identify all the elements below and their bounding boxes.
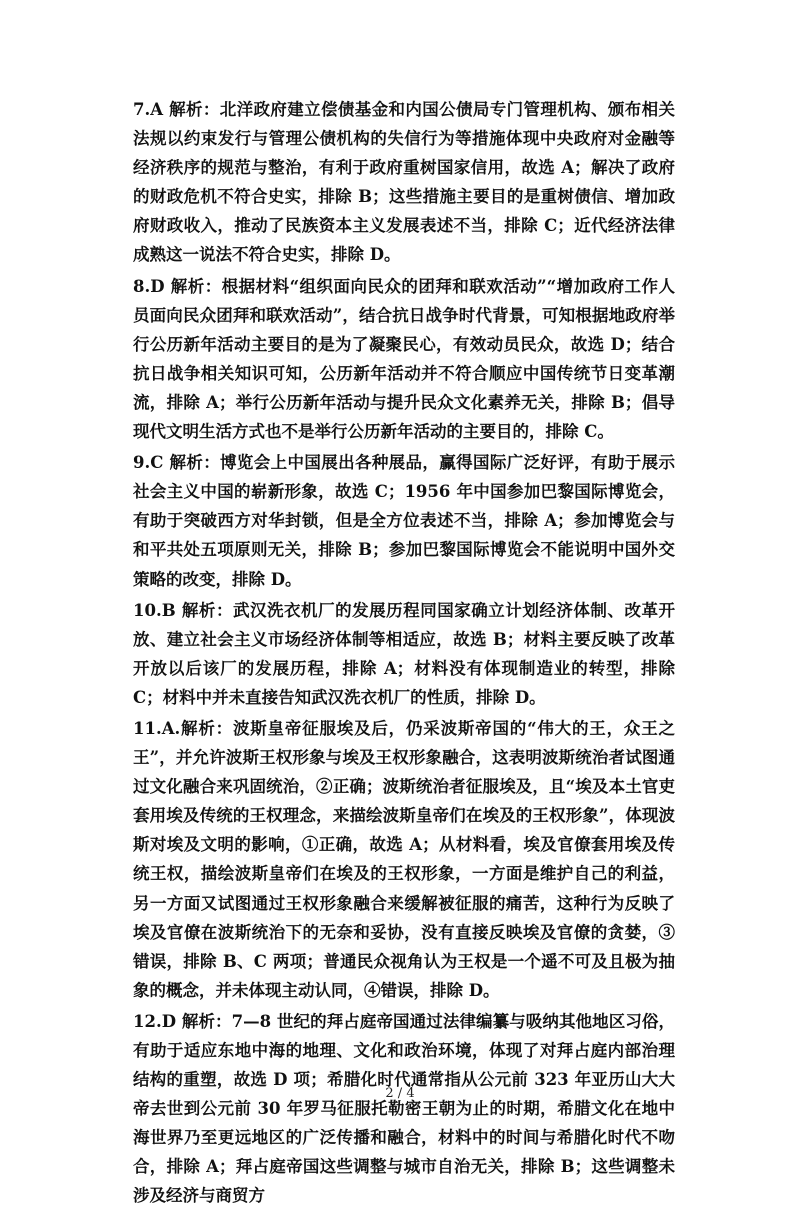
page-number: 2 / 4	[385, 1086, 415, 1101]
answer-explanations	[133, 95, 675, 1213]
explanation-q7: 7.A 解析：北洋政府建立偿债基金和内国公债局专门管理机构、颁布相关法规以约束发行与管理公债机构的失信行为等措施体现中央政府对金融等经济秩序的规范与整治，有利于政府重树国家信用，故选 A；解决了政府的财政危机不符合史实，排除 B；这些措施主要目的是重树债信、增加政府财政收入，推动了民族资本主义发展表述不当，排除 C；近代经济法律成熟这一说法不符合史实，排除 D。	[133, 100, 675, 265]
explanation-q11: 11.A.解析：波斯皇帝征服埃及后，仍采波斯帝国的“伟大的王，众王之王”，并允许波斯王权形象与埃及王权形象融合，这表明波斯统治者试图通过文化融合来巩固统治，②正确；波斯统治者征服埃及，且“埃及本土官吏套用埃及传统的王权理念，来描绘波斯皇帝们在埃及的王权形象”，体现波斯对埃及文明的影响，①正确，故选 A；从材料看，埃及官僚套用埃及传统王权，描绘波斯皇帝们在埃及的王权形象，一方面是维护自己的利益，另一方面又试图通过王权形象融合来缓解被征服的痛苦，这种行为反映了埃及官僚在波斯统治下的无奈和妥协，没有直接反映埃及官僚的贪婪，③错误，排除 B、C 两项；普通民众视角认为王权是一个遥不可及且极为抽象的概念，并未体现主动认同，④错误，排除 D。	[133, 718, 675, 1000]
explanation-q10: 10.B 解析：武汉洗衣机厂的发展历程同国家确立计划经济体制、改革开放、建立社会主义市场经济体制等相适应，故选 B；材料主要反映了改革开放以后该厂的发展历程，排除 A；材料没有体现制造业的转型，排除 C；材料中并未直接告知武汉洗衣机厂的性质，排除 D。	[133, 600, 675, 707]
explanation-q12: 12.D 解析：7—8 世纪的拜占庭帝国通过法律编纂与吸纳其他地区习俗，有助于适应东地中海的地理、文化和政治环境，体现了对拜占庭内部治理结构的重塑，故选 D 项；希腊化时代通常指从公元前 323 年亚历山大大帝去世到公元前 30 年罗马征服托勒密王朝为止的时期，希腊文化在地中海世界乃至更远地区的广泛传播和融合，材料中的时间与希腊化时代不吻合，排除 A；拜占庭帝国这些调整与城市自治无关，排除 B；这些调整未涉及经济与商贸方	[133, 1011, 675, 1206]
explanation-q9: 9.C 解析：博览会上中国展出各种展品，赢得国际广泛好评，有助于展示社会主义中国的崭新形象，故选 C；1956 年中国参加巴黎国际博览会，有助于突破西方对华封锁，但是全方位表述不当，排除 A；参加博览会与和平共处五项原则无关，排除 B；参加巴黎国际博览会不能说明中国外交策略的改变，排除 D。	[133, 453, 675, 589]
explanation-q8: 8.D 解析：根据材料“组织面向民众的团拜和联欢活动”“增加政府工作人员面向民众团拜和联欢活动”，结合抗日战争时代背景，可知根据地政府举行公历新年活动主要目的是为了凝聚民心，有效动员民众，故选 D；结合抗日战争相关知识可知，公历新年活动并不符合顺应中国传统节日变革潮流，排除 A；举行公历新年活动与提升民众文化素养无关，排除 B；倡导现代文明生活方式也不是举行公历新年活动的主要目的，排除 C。	[133, 276, 675, 442]
